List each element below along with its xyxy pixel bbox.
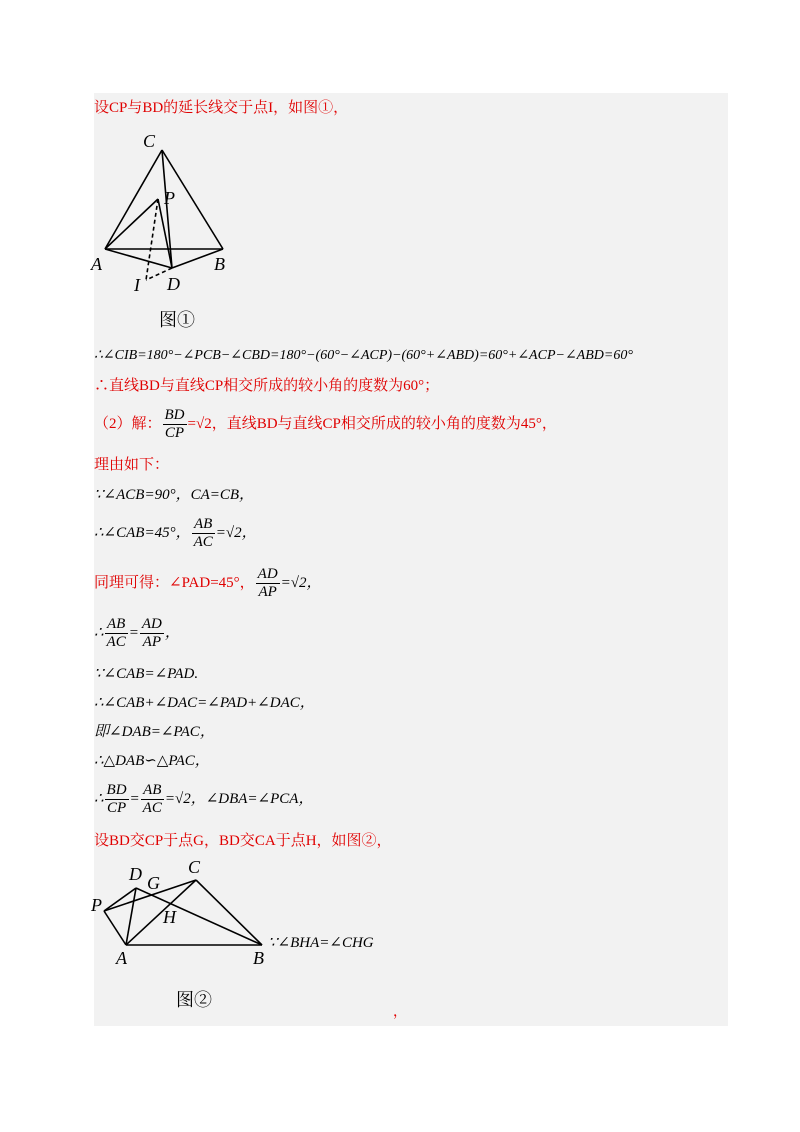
segment-pd: [104, 888, 136, 911]
text-line-7: ∴∠CAB=45°， $\frac{AB}{AC}$ =√2，: [94, 516, 257, 551]
text-line-9: ∴ $\frac{AB}{AC}$ = $\frac{AD}{AP}$ ，: [94, 616, 180, 651]
label-d: D: [167, 274, 180, 294]
text-line-16: ∵∠BHA=∠CHG: [268, 935, 374, 951]
fraction-ad-ap-2: $\frac{AD}{AP}$: [141, 616, 162, 651]
figure-1-caption: 图①: [159, 310, 195, 330]
figure-1: [90, 128, 240, 298]
text-line-13: ∴△DAB∽△PAC，: [94, 753, 210, 769]
fraction-ab-ac-3: $\frac{AB}{AC}$: [142, 782, 162, 817]
fraction-ab-ac: $\frac{AB}{AC}$: [193, 516, 213, 551]
text-line-6: ∵∠ACB=90°，CA=CB，: [94, 487, 255, 503]
label-c: C: [143, 131, 156, 151]
text-line-3: ∴直线BD与直线CP相交所成的较小角的度数为60°；: [94, 378, 440, 394]
label-p: P: [91, 895, 102, 915]
fraction-ab-ac-2: $\frac{AB}{AC}$: [106, 616, 126, 651]
text-line-14: ∴ $\frac{BD}{CP}$ = $\frac{AB}{AC}$ =√2，∠DBA=∠PCA，: [94, 782, 314, 817]
label-h: H: [163, 907, 176, 927]
label-b: B: [214, 254, 225, 274]
text-line-1: 设CP与BD的延长线交于点I，如图①，: [94, 100, 349, 116]
text-line-15: 设BD交CP于点G，BD交CA于点H，如图②，: [94, 833, 392, 849]
label-d: D: [129, 864, 142, 884]
label-a: A: [116, 948, 127, 968]
part-label: （2）解：: [94, 416, 162, 432]
segment-ad: [105, 249, 172, 268]
label-b: B: [253, 948, 264, 968]
text-line-11: ∴∠CAB+∠DAC=∠PAD+∠DAC，: [94, 695, 315, 711]
fraction-ad-ap: $\frac{AD}{AP}$: [257, 566, 278, 601]
fraction-bd-cp: $\frac{BD}{CP}$: [164, 407, 185, 442]
segment-cd: [162, 150, 172, 268]
figure-2-caption: 图②: [176, 990, 212, 1010]
label-i: I: [134, 275, 140, 295]
text-line-2: ∴∠CIB=180°−∠PCB−∠CBD=180°−(60°−∠ACP)−(60°+∠ABD)=60°+∠ACP−∠ABD=60°: [94, 348, 633, 363]
segment-db: [136, 888, 262, 945]
text-line-4: （2）解： $\frac{BD}{CP}$ =√2，直线BD与直线CP相交所成的较小角的度数为45°，: [94, 407, 557, 442]
segment-ap: [105, 199, 158, 249]
segment-pd: [158, 199, 172, 268]
text-line-12: 即∠DAB=∠PAC，: [94, 724, 215, 740]
text-line-8: 同理可得：∠PAD=45°， $\frac{AD}{AP}$ =√2，: [94, 566, 322, 601]
fraction-bd-cp-2: $\frac{BD}{CP}$: [106, 782, 127, 817]
label-c: C: [188, 857, 201, 877]
text-line-5: 理由如下：: [94, 457, 170, 473]
figure-2: [90, 856, 275, 971]
label-a: A: [91, 254, 102, 274]
text-line-10: ∵∠CAB=∠PAD.: [94, 666, 199, 682]
label-g: G: [147, 873, 160, 893]
segment-pi-dashed: [146, 199, 158, 280]
trailing-comma: ，: [393, 1005, 407, 1020]
segment-cb: [196, 880, 262, 945]
segment-pa: [104, 911, 126, 945]
label-p: P: [164, 188, 175, 208]
